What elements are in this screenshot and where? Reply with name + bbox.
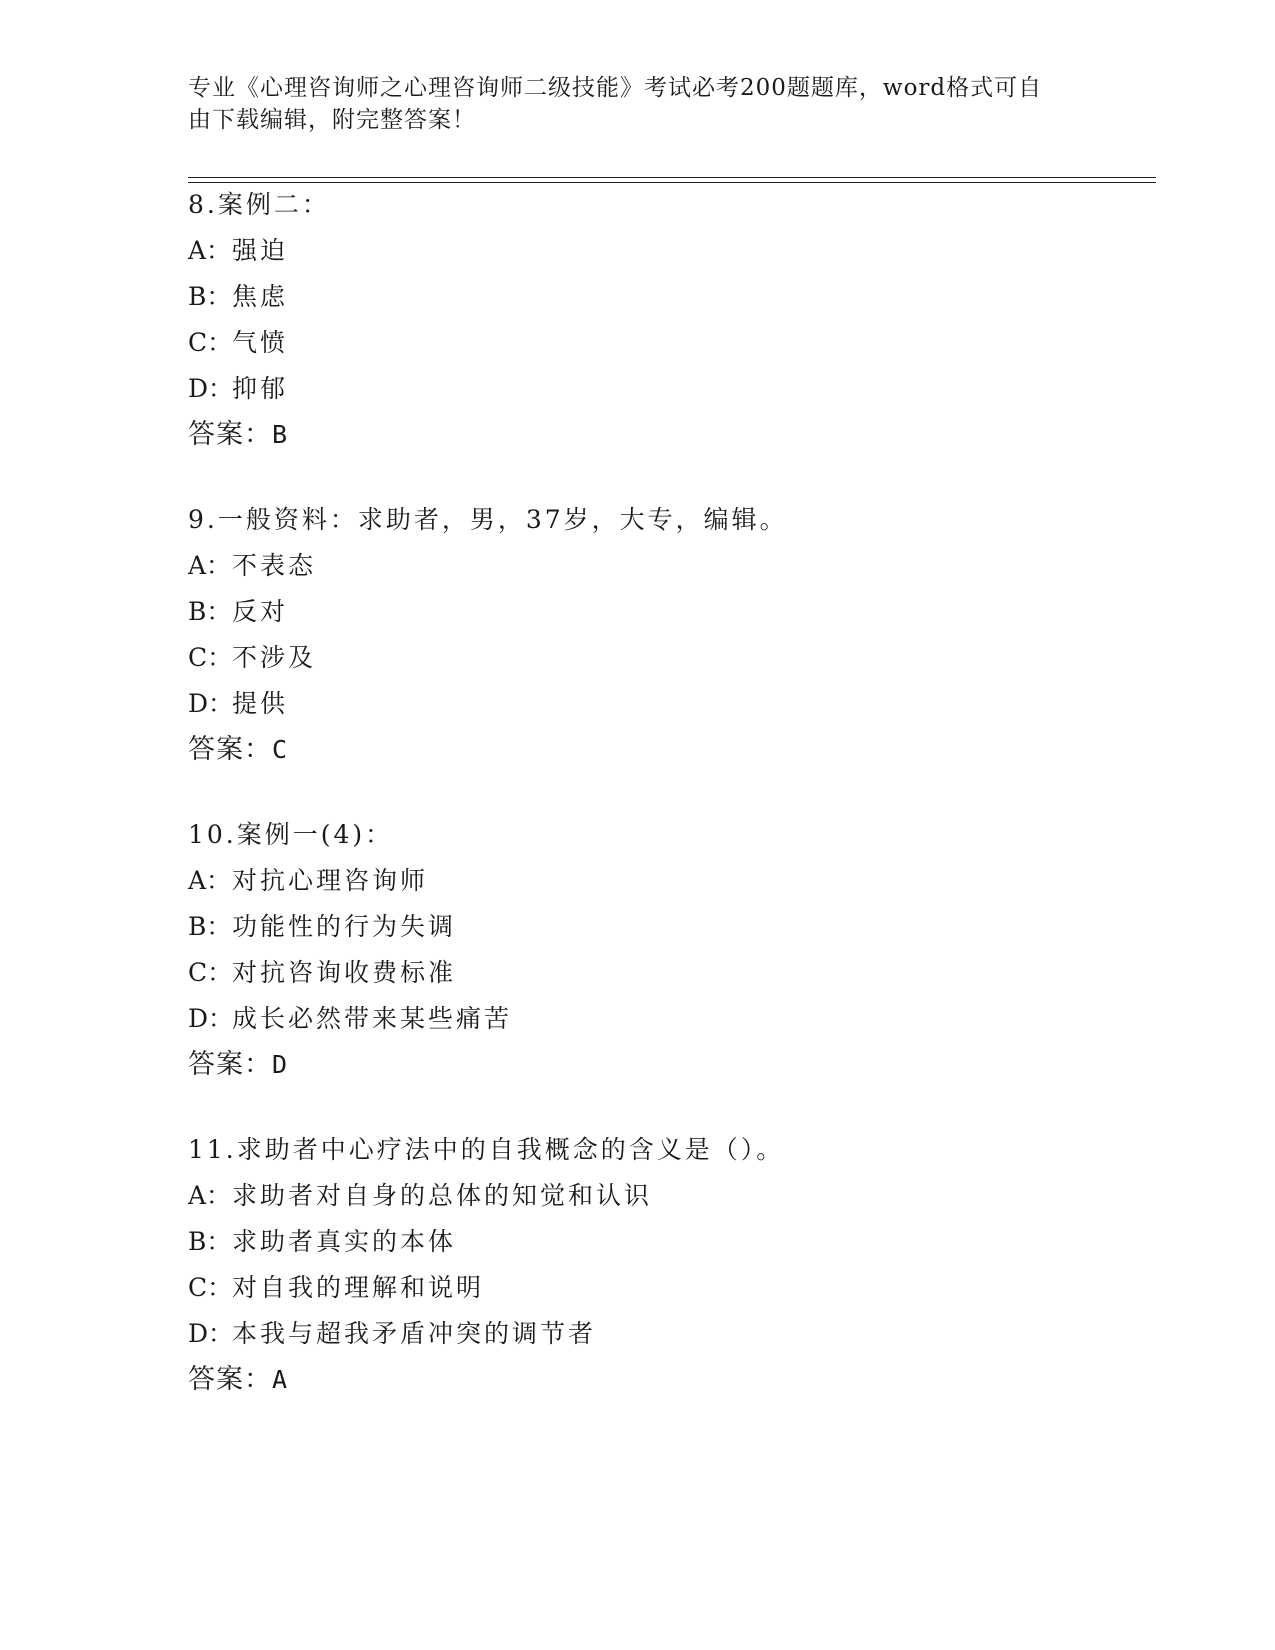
option-letter: A： <box>188 236 232 265</box>
option-letter: C： <box>188 643 233 672</box>
option-text: 本我与超我矛盾冲突的调节者 <box>232 1319 597 1348</box>
option-text: 功能性的行为失调 <box>232 912 457 941</box>
header-line-1: 专业《心理咨询师之心理咨询师二级技能》考试必考200题题库，word格式可自 <box>188 75 1043 101</box>
option-text: 气愤 <box>232 328 289 357</box>
option-letter: A： <box>188 551 232 580</box>
question-11 <box>188 1127 1148 1403</box>
answer-line <box>188 1042 1148 1088</box>
option-d <box>188 681 1148 727</box>
option-text: 对自我的理解和说明 <box>232 1273 485 1302</box>
question-title: 8.案例二： <box>188 190 330 219</box>
option-text: 不涉及 <box>232 643 317 672</box>
option-letter: D： <box>188 374 234 403</box>
option-text: 焦虑 <box>232 282 289 311</box>
option-letter: C： <box>188 1273 233 1302</box>
option-text: 求助者真实的本体 <box>232 1227 457 1256</box>
option-c <box>188 950 1148 996</box>
answer-line <box>188 1357 1148 1403</box>
answer-label: 答案： <box>188 1364 272 1395</box>
question-title: 10.案例一(4)： <box>188 820 394 849</box>
option-text: 反对 <box>232 597 289 626</box>
header-line-2: 由下载编辑，附完整答案！ <box>188 107 476 133</box>
option-text: 抑郁 <box>232 374 289 403</box>
option-c <box>188 635 1148 681</box>
option-letter: D： <box>188 689 234 718</box>
question-title: 9.一般资料：求助者，男，37岁，大专，编辑。 <box>188 505 788 534</box>
option-text: 提供 <box>232 689 289 718</box>
option-letter: B： <box>188 282 232 311</box>
option-d <box>188 996 1148 1042</box>
option-letter: D： <box>188 1004 234 1033</box>
answer-value: B <box>272 420 289 449</box>
option-letter: A： <box>188 866 232 895</box>
option-a <box>188 543 1148 589</box>
option-letter: C： <box>188 328 233 357</box>
option-text: 强迫 <box>232 236 289 265</box>
document-header <box>188 72 1068 136</box>
answer-label: 答案： <box>188 734 272 765</box>
option-text: 不表态 <box>232 551 317 580</box>
option-b <box>188 589 1148 635</box>
option-text: 求助者对自身的总体的知觉和认识 <box>232 1181 653 1210</box>
option-letter: B： <box>188 1227 232 1256</box>
option-d <box>188 366 1148 412</box>
answer-value: A <box>272 1365 289 1394</box>
question-8 <box>188 182 1148 458</box>
question-title: 11.求助者中心疗法中的自我概念的含义是（）。 <box>188 1135 785 1164</box>
option-b <box>188 904 1148 950</box>
option-letter: B： <box>188 597 232 626</box>
answer-value: C <box>272 735 289 764</box>
header-divider-top <box>188 177 1156 178</box>
question-9 <box>188 497 1148 773</box>
option-letter: B： <box>188 912 232 941</box>
option-letter: C： <box>188 958 233 987</box>
option-text: 对抗心理咨询师 <box>232 866 429 895</box>
option-text: 成长必然带来某些痛苦 <box>232 1004 513 1033</box>
option-text: 对抗咨询收费标准 <box>232 958 457 987</box>
option-a <box>188 858 1148 904</box>
question-10 <box>188 812 1148 1088</box>
answer-label: 答案： <box>188 1049 272 1080</box>
option-letter: A： <box>188 1181 232 1210</box>
answer-line <box>188 727 1148 773</box>
option-letter: D： <box>188 1319 234 1348</box>
option-c <box>188 1265 1148 1311</box>
answer-label: 答案： <box>188 419 272 450</box>
answer-value: D <box>272 1050 289 1079</box>
option-b <box>188 274 1148 320</box>
option-a <box>188 1173 1148 1219</box>
option-b <box>188 1219 1148 1265</box>
answer-line <box>188 412 1148 458</box>
option-d <box>188 1311 1148 1357</box>
option-c <box>188 320 1148 366</box>
option-a <box>188 228 1148 274</box>
